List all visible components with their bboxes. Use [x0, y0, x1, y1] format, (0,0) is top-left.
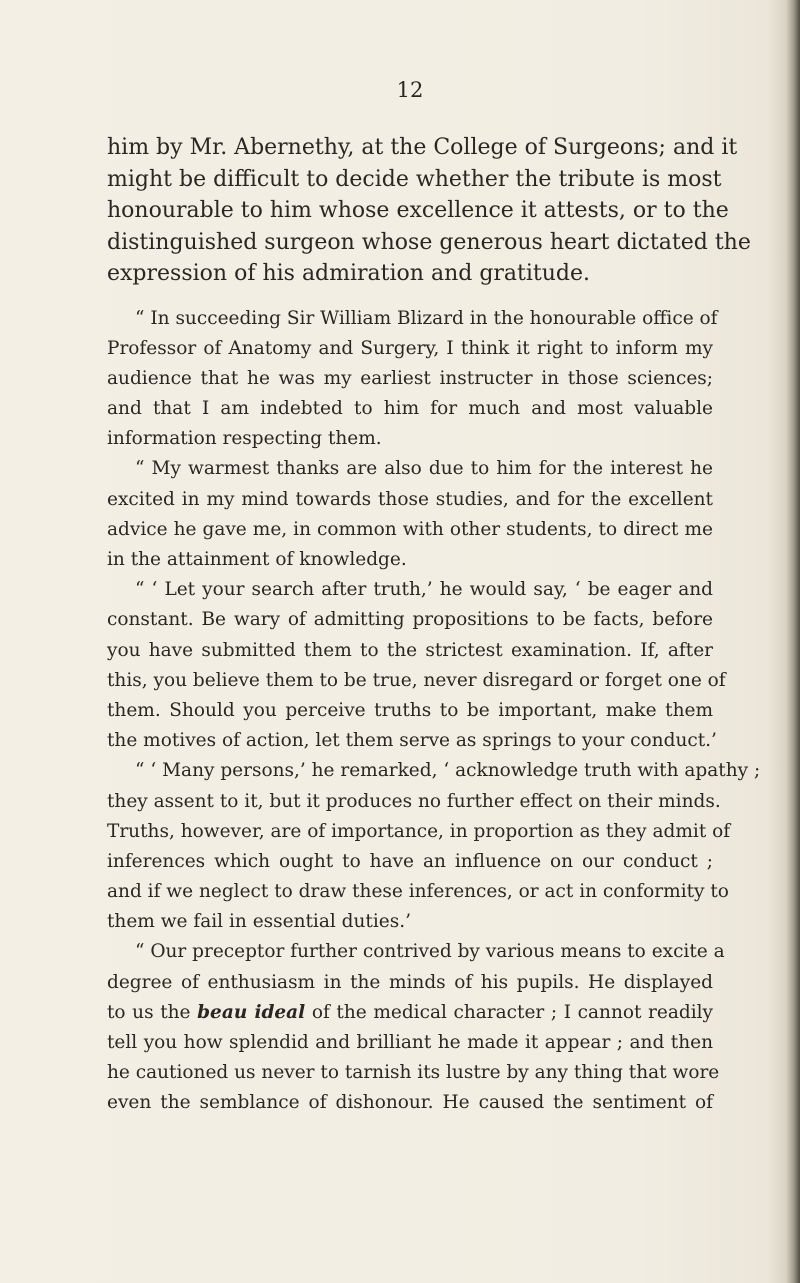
text-line: you have submitted them to the strictest examination. If, after [107, 639, 713, 661]
text-line: audience that he was my earliest instructer in those sciences; [107, 367, 713, 389]
text-line: and that I am indebted to him for much and most valuable [107, 398, 713, 420]
text-line: “ My warmest thanks are also due to him for the interest he [135, 458, 713, 480]
text-line: they assent to it, but it produces no further effect on their minds. [107, 790, 721, 812]
text-line: constant. Be wary of admitting propositions to be facts, before [107, 609, 713, 631]
text-line: Professor of Anatomy and Surgery, I think it right to inform my [107, 337, 713, 359]
text-line: honourable to him whose excellence it attests, or to the [107, 198, 729, 223]
text-line: them. Should you perceive truths to be important, make them [107, 699, 713, 721]
paragraph-5 [107, 756, 761, 937]
text-line: inferences which ought to have an influence on our conduct ; [107, 850, 713, 872]
page-number: 12 [396, 78, 424, 102]
text-line: distinguished surgeon whose generous heart dictated the [107, 229, 751, 255]
text-line: might be difficult to decide whether the tribute is most [107, 166, 722, 192]
text-line: “ In succeeding Sir William Blizard in the honourable office of [135, 307, 718, 329]
paragraph-2 [107, 304, 718, 455]
text-fragment: to us the [107, 1001, 198, 1023]
text-line: expression of his admiration and gratitude. [107, 261, 591, 286]
italic-phrase: beau ideal [197, 1001, 306, 1023]
text-line: even the semblance of dishonour. He caused the sentiment of [107, 1092, 713, 1114]
text-line-with-emphasis [107, 998, 713, 1028]
text-line: them we fail in essential duties.’ [107, 911, 411, 933]
paragraph-1 [107, 132, 751, 290]
text-line: and if we neglect to draw these inferences, or act in conformity to [107, 881, 729, 903]
text-line: in the attainment of knowledge. [107, 549, 407, 570]
text-line: him by Mr. Abernethy, at the College of Surgeons; and it [107, 135, 738, 160]
text-line: advice he gave me, in common with other students, to direct me [107, 518, 713, 540]
text-line: “ ‘ Many persons,’ he remarked, ‘ acknowledge truth with apathy ; [135, 760, 761, 782]
text-line: information respecting them. [107, 428, 382, 450]
text-fragment: of the medical character ; I cannot readily [305, 1001, 714, 1023]
page-edge-shadow [786, 0, 800, 1283]
text-line: the motives of action, let them serve as springs to your conduct.’ [107, 730, 717, 752]
paragraph-3 [107, 454, 713, 575]
body-text [107, 132, 761, 1119]
text-line: excited in my mind towards those studies, and for the excellent [107, 488, 713, 510]
text-line: tell you how splendid and brilliant he made it appear ; and then [107, 1032, 713, 1053]
text-line: Truths, however, are of importance, in proportion as they admit of [107, 820, 731, 842]
text-line: “ Our preceptor further contrived by various means to excite a [135, 941, 725, 963]
text-line: this, you believe them to be true, never disregard or forget one of [107, 669, 726, 691]
text-line: “ ‘ Let your search after truth,’ he would say, ‘ be eager and [135, 579, 713, 601]
paragraph-4 [107, 575, 726, 756]
paragraph-6 [107, 937, 725, 1118]
text-line: he cautioned us never to tarnish its lustre by any thing that wore [107, 1062, 720, 1084]
text-line: degree of enthusiasm in the minds of his pupils. He displayed [107, 971, 713, 993]
